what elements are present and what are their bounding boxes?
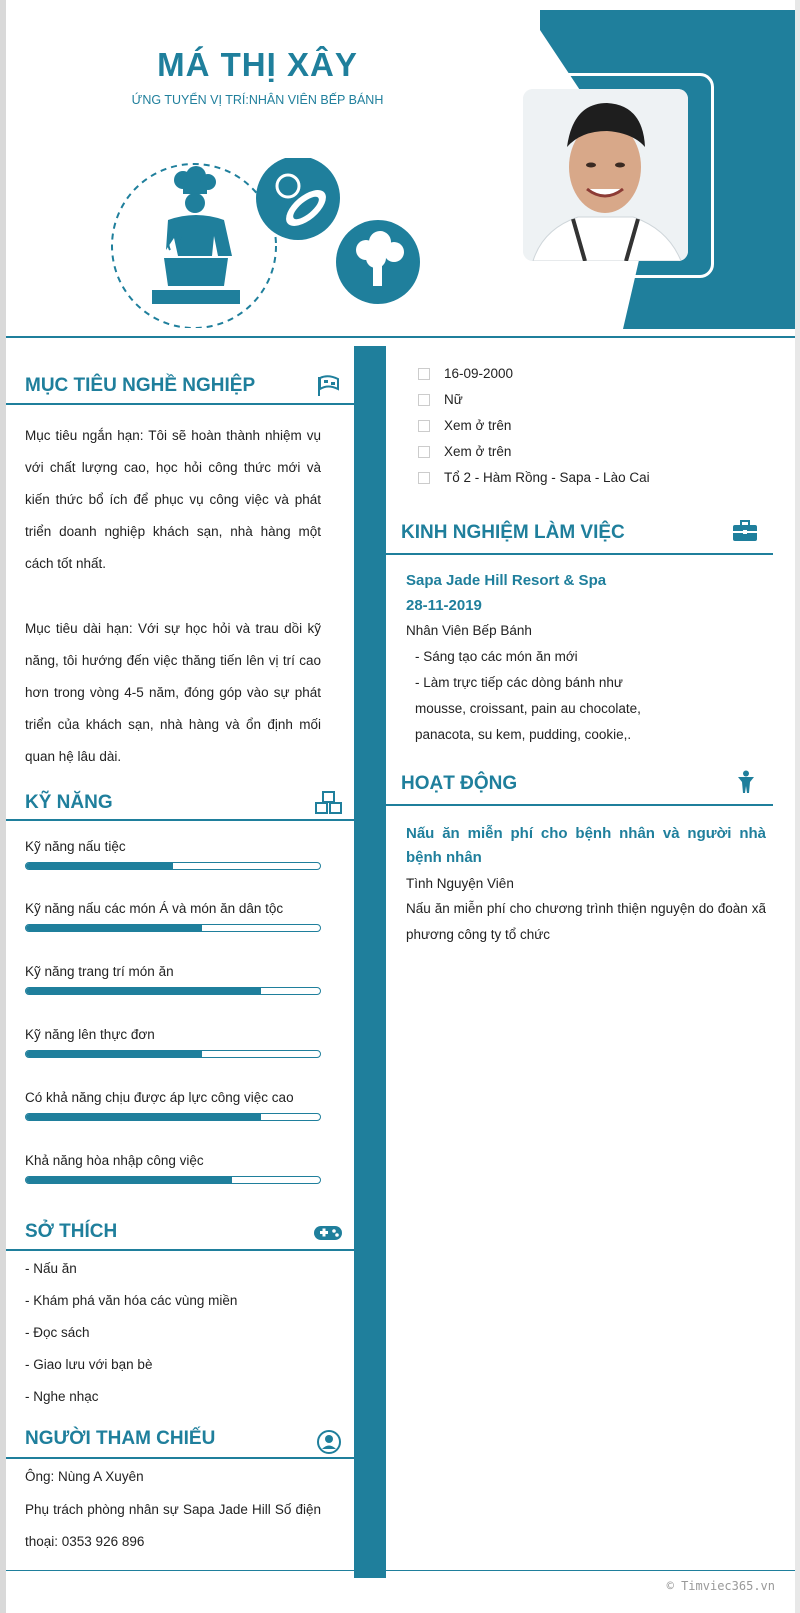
candidate-photo <box>523 89 688 261</box>
header-divider <box>6 336 795 338</box>
experience-line: panacota, su kem, pudding, cookie,. <box>415 727 632 742</box>
skill-bar <box>25 1050 321 1058</box>
objective-underline <box>6 403 354 405</box>
skill-label: Kỹ năng nấu các món Á và món ăn dân tộc <box>25 901 284 916</box>
checkbox-bullet <box>418 368 430 380</box>
experience-date: 28-11-2019 <box>406 597 482 614</box>
skills-title: KỸ NĂNG <box>25 792 113 813</box>
hobby-item: - Giao lưu với bạn bè <box>25 1357 153 1372</box>
hobbies-underline <box>6 1249 354 1251</box>
flag-icon <box>316 375 340 397</box>
skill-bar <box>25 1176 321 1184</box>
references-title: NGƯỜI THAM CHIẾU <box>25 1428 216 1449</box>
hobby-item: - Nghe nhạc <box>25 1389 99 1404</box>
skill-bar-fill <box>26 1114 261 1120</box>
skill-label: Kỹ năng trang trí món ăn <box>25 964 174 979</box>
checkbox-bullet <box>418 394 430 406</box>
activities-title: HOẠT ĐỘNG <box>401 773 518 794</box>
skill-bar <box>25 862 321 870</box>
skill-label: Khả năng hòa nhập công việc <box>25 1153 204 1168</box>
applied-position: ỨNG TUYỂN VỊ TRÍ:NHÂN VIÊN BẾP BÁNH <box>131 93 384 107</box>
experience-role: Nhân Viên Bếp Bánh <box>406 623 532 638</box>
activity-role: Tình Nguyện Viên <box>406 876 514 891</box>
skill-label: Kỹ năng lên thực đơn <box>25 1027 155 1042</box>
experience-company: Sapa Jade Hill Resort & Spa <box>406 572 607 589</box>
objective-short-term: Mục tiêu ngắn hạn: Tôi sẽ hoàn thành nhiệm vụ với chất lượng cao, học hỏi công thức mới và kiến thức bổ ích để phục vụ công việc và phát triển doanh nghiệp khách sạn, nhà hàng một cách tốt nhất. <box>25 428 321 571</box>
experience-line: mousse, croissant, pain au chocolate, <box>415 701 641 716</box>
cubes-icon <box>314 790 344 816</box>
references-underline <box>6 1457 354 1459</box>
experience-line: - Làm trực tiếp các dòng bánh như <box>415 675 623 690</box>
reference-detail: Phụ trách phòng nhân sự Sapa Jade Hill Số điện thoại: 0353 926 896 <box>25 1502 321 1549</box>
candidate-name: MÁ THỊ XÂY <box>157 46 358 83</box>
vegetables-icon <box>256 158 340 240</box>
experience-underline <box>386 553 773 555</box>
objective-long-term: Mục tiêu dài hạn: Với sự học hỏi và trau dồi kỹ năng, tôi hướng đến việc thăng tiến lên vị trí cao hơn trong vòng 4-5 năm, đóng góp vào sự phát triển của khách sạn, nhà hàng và ổn định mối quan hệ lâu dài. <box>25 621 321 764</box>
chef-illustration <box>108 158 438 328</box>
skill-bar-fill <box>26 863 173 869</box>
skills-underline <box>6 819 354 821</box>
experience-line: - Sáng tạo các món ăn mới <box>415 649 578 664</box>
skill-bar <box>25 1113 321 1121</box>
person-icon <box>737 770 755 794</box>
skill-bar-fill <box>26 1177 232 1183</box>
briefcase-icon <box>732 520 758 542</box>
skill-label: Kỹ năng nấu tiệc <box>25 839 126 854</box>
hobbies-title: SỞ THÍCH <box>25 1221 118 1242</box>
user-circle-icon <box>316 1429 342 1455</box>
hobby-item: - Khám phá văn hóa các vùng miền <box>25 1293 238 1308</box>
activity-description: Nấu ăn miễn phí cho chương trình thiện nguyện do đoàn xã phương công ty tổ chức <box>406 901 766 942</box>
checkbox-bullet <box>418 420 430 432</box>
skill-bar-fill <box>26 988 261 994</box>
footer-divider <box>6 1570 795 1571</box>
activity-name: Nấu ăn miễn phí cho bệnh nhân và người nhà bệnh nhân <box>406 825 766 866</box>
skill-bar-fill <box>26 925 202 931</box>
experience-title: KINH NGHIỆM LÀM VIỆC <box>401 522 625 543</box>
checkbox-bullet <box>418 472 430 484</box>
skill-bar <box>25 924 321 932</box>
activities-underline <box>386 804 773 806</box>
reference-name: Ông: Nùng A Xuyên <box>25 1469 144 1484</box>
objective-title: MỤC TIÊU NGHỀ NGHIỆP <box>25 375 256 396</box>
hobby-item: - Đọc sách <box>25 1325 90 1340</box>
skill-bar-fill <box>26 1051 202 1057</box>
cv-page: MÁ THỊ XÂY ỨNG TUYỂN VỊ TRÍ:NHÂN VIÊN BẾP BÁNH MỤC TIÊU NGHỀ NGHIỆP Mục tiêu ngắn hạn: Tôi sẽ hoàn thành nhiệm vụ với chất lượng cao, học hỏi công thức mới và kiến thức bổ ích để phục vụ công việc và phát triển doanh nghiệp khách sạn, nhà hàng một cách tốt nhất. Mục tiêu dài hạn: Với sự học hỏi và trau dồi kỹ năng, tôi hướng đến việc thăng tiến lên vị trí cao hơn trong vòng 4-5 năm, đóng góp vào sự phát triển của khách sạn, nhà hàng và ổn định mối quan hệ lâu dài. KỸ NĂNG Kỹ năng nấu tiệc Kỹ năng nấu các món Á và món ăn dân tộc Kỹ năng trang trí món ăn Kỹ năng lên thực đơn Có khả năng chịu được áp lực công việc cao Khả năng hòa nhập công việc SỞ THÍCH - Nấu ăn - Khám phá văn hóa các vùng miền - Đọc sách - Giao lưu với bạn bè - Nghe nhạc NGƯỜI THAM CHIẾU Ông: Nùng A Xuyên Phụ trách phòng nhân sự Sapa Jade Hill Số điện thoại: 0353 926 896 16-09-2000 Nữ Xem ở trên Xem ở trên Tổ 2 - Hàm Rồng - Sapa - Lào Cai KINH NGHIỆM LÀM VIỆC Sapa Jade Hill Resort & Spa 28-11-2019 Nhân Viên Bếp Bánh - Sáng tạo các món ăn mới - Làm trực tiếp các dòng bánh như mousse, croissant, pain au chocolate, panacota, su kem, pudding, cookie,. HOẠT ĐỘNG Nấu ăn miễn phí cho bệnh nhân và người nhà bệnh nhân Tình Nguyện Viên Nấu ăn miễn phí cho chương trình thiện nguyện do đoàn xã phương công ty tổ chức © Timviec365.vn <box>0 0 795 1613</box>
checkbox-bullet <box>418 446 430 458</box>
center-divider-bar <box>354 346 386 1578</box>
gamepad-icon <box>313 1223 343 1243</box>
watermark: © Timviec365.vn <box>666 1579 775 1593</box>
chef-cooking-icon <box>152 166 240 304</box>
hobby-item: - Nấu ăn <box>25 1261 77 1276</box>
skill-bar <box>25 987 321 995</box>
broccoli-icon <box>336 220 420 304</box>
skill-label: Có khả năng chịu được áp lực công việc cao <box>25 1090 294 1105</box>
